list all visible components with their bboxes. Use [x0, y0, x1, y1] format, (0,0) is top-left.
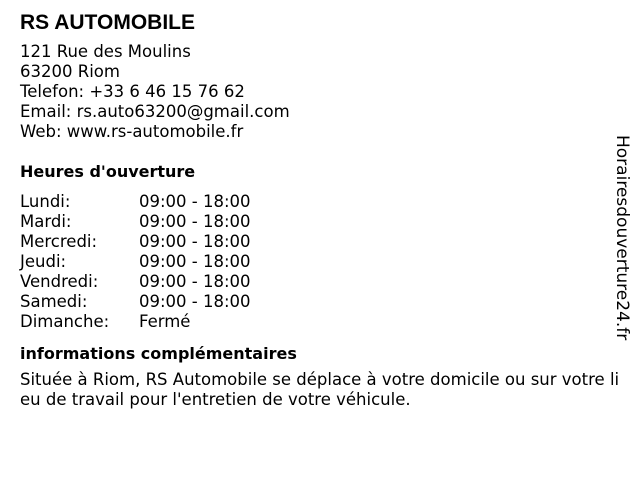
site-watermark: Horairesdouverture24.fr [612, 135, 632, 341]
day-hours: Fermé [139, 312, 191, 331]
hours-row-saturday [20, 292, 630, 312]
website: Web: www.rs-automobile.fr [20, 122, 244, 141]
phone-number: Telefon: +33 6 46 15 76 62 [20, 82, 245, 101]
hours-row-thursday [20, 252, 630, 272]
day-label: Mardi: [20, 212, 72, 231]
hours-heading: Heures d'ouverture [20, 162, 196, 181]
hours-row-monday [20, 192, 630, 212]
business-card [20, 10, 630, 410]
info-heading: informations complémentaires [20, 344, 297, 363]
email-address: Email: rs.auto63200@gmail.com [20, 102, 290, 121]
day-label: Mercredi: [20, 232, 98, 251]
day-hours: 09:00 - 18:00 [139, 192, 251, 211]
day-label: Samedi: [20, 292, 88, 311]
hours-row-wednesday [20, 232, 630, 252]
day-label: Lundi: [20, 192, 71, 211]
day-hours: 09:00 - 18:00 [139, 232, 251, 251]
hours-row-sunday [20, 312, 630, 332]
day-label: Vendredi: [20, 272, 99, 291]
business-description: Située à Riom, RS Automobile se déplace à votre domicile ou sur votre lieu de travail pour l'entretien de votre véhicule. [20, 370, 620, 409]
city-postal: 63200 Riom [20, 62, 120, 81]
day-label: Jeudi: [20, 252, 67, 271]
day-hours: 09:00 - 18:00 [139, 212, 251, 231]
business-name: RS AUTOMOBILE [20, 11, 196, 34]
contact-details [20, 42, 630, 142]
street-address: 121 Rue des Moulins [20, 42, 191, 61]
hours-row-tuesday [20, 212, 630, 232]
day-hours: 09:00 - 18:00 [139, 272, 251, 291]
opening-hours-list [20, 192, 630, 332]
hours-row-friday [20, 272, 630, 292]
day-label: Dimanche: [20, 312, 110, 331]
day-hours: 09:00 - 18:00 [139, 292, 251, 311]
day-hours: 09:00 - 18:00 [139, 252, 251, 271]
